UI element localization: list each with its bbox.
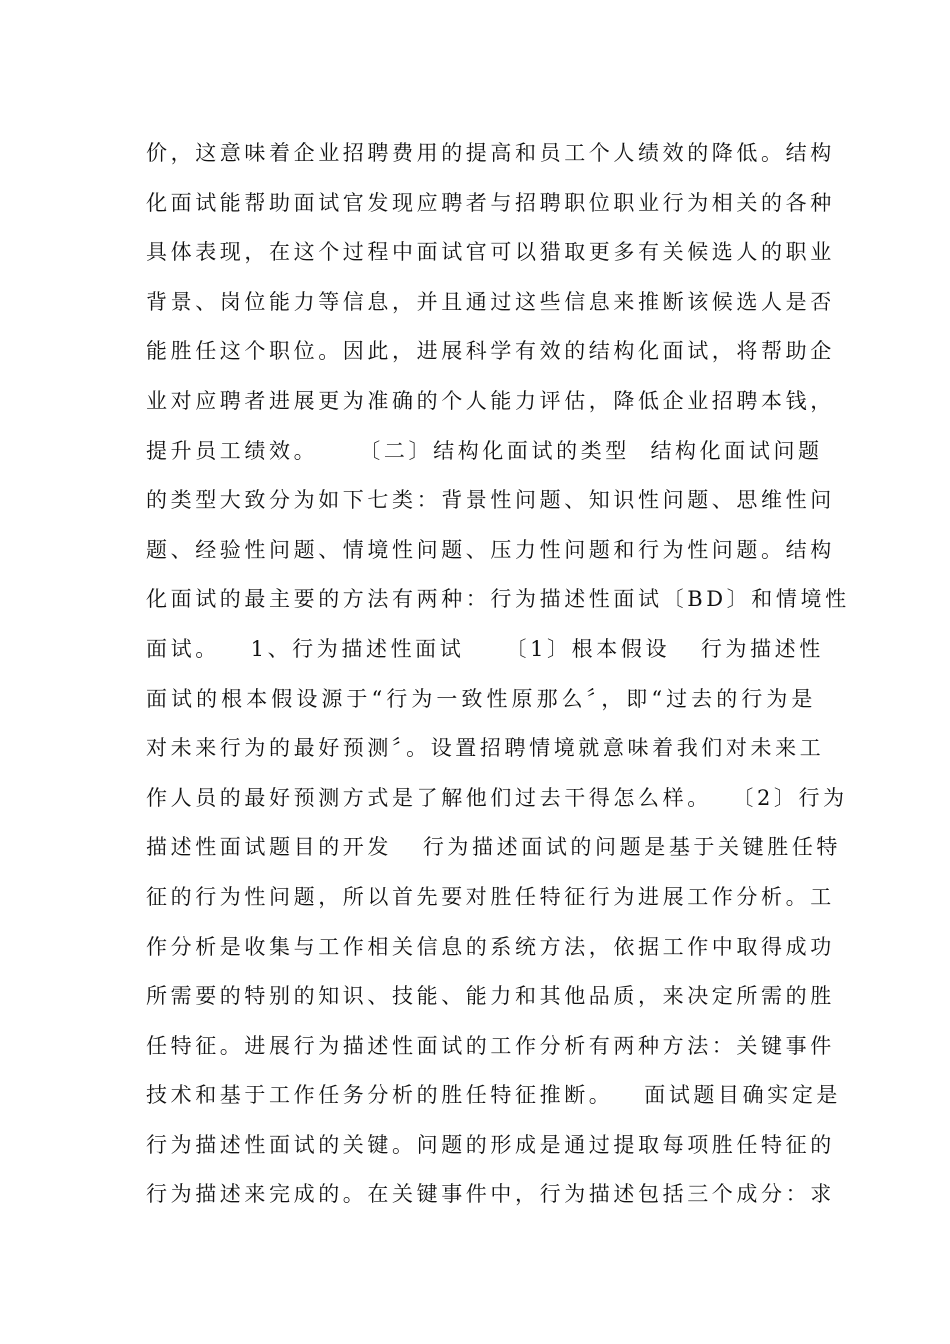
text-line-15: 描述性面试题目的开发 行为描述面试的问题是基于关键胜任特	[146, 835, 842, 860]
text-line-10: 化面试的最主要的方法有两种：行为描述性面试〔BD〕和情境性	[146, 587, 850, 612]
text-line-11: 面试。 1、行为描述性面试 〔1〕根本假设 行为描述性	[146, 636, 824, 661]
text-line-19: 任特征。进展行为描述性面试的工作分析有两种方法：关键事件	[146, 1033, 835, 1058]
text-line-14: 作人员的最好预测方式是了解他们过去干得怎么样。 〔2〕行为	[146, 785, 848, 810]
text-line-12: 面试的根本假设源于“行为一致性原那么〞，即“过去的行为是	[146, 686, 816, 711]
text-line-3: 具体表现，在这个过程中面试官可以猎取更多有关候选人的职业	[146, 240, 835, 265]
text-line-6: 业对应聘者进展更为准确的个人能力评估，降低企业招聘本钱，	[146, 388, 835, 413]
text-line-20: 技术和基于工作任务分析的胜任特征推断。 面试题目确实定是	[146, 1083, 842, 1108]
text-line-8: 的类型大致分为如下七类：背景性问题、知识性问题、思维性问	[146, 488, 835, 513]
text-line-17: 作分析是收集与工作相关信息的系统方法，依据工作中取得成功	[146, 934, 835, 959]
body-text	[146, 129, 850, 1220]
text-line-18: 所需要的特别的知识、技能、能力和其他品质，来决定所需的胜	[146, 984, 835, 1009]
text-line-2: 化面试能帮助面试官发现应聘者与招聘职位职业行为相关的各种	[146, 190, 835, 215]
text-line-16: 征的行为性问题，所以首先要对胜任特征行为进展工作分析。工	[146, 884, 835, 909]
text-line-5: 能胜任这个职位。因此，进展科学有效的结构化面试，将帮助企	[146, 339, 835, 364]
text-line-7: 提升员工绩效。 〔二〕结构化面试的类型 结构化面试问题	[146, 438, 823, 463]
text-line-4: 背景、岗位能力等信息，并且通过这些信息来推断该候选人是否	[146, 289, 835, 314]
text-line-13: 对未来行为的最好预测〞。设置招聘情境就意味着我们对未来工	[146, 736, 825, 761]
text-line-9: 题、经验性问题、情境性问题、压力性问题和行为性问题。结构	[146, 537, 835, 562]
text-line-21: 行为描述性面试的关键。问题的形成是通过提取每项胜任特征的	[146, 1132, 835, 1157]
text-line-1: 价，这意味着企业招聘费用的提高和员工个人绩效的降低。结构	[146, 141, 835, 165]
text-line-22: 行为描述来完成的。在关键事件中，行为描述包括三个成分：求	[146, 1182, 835, 1207]
